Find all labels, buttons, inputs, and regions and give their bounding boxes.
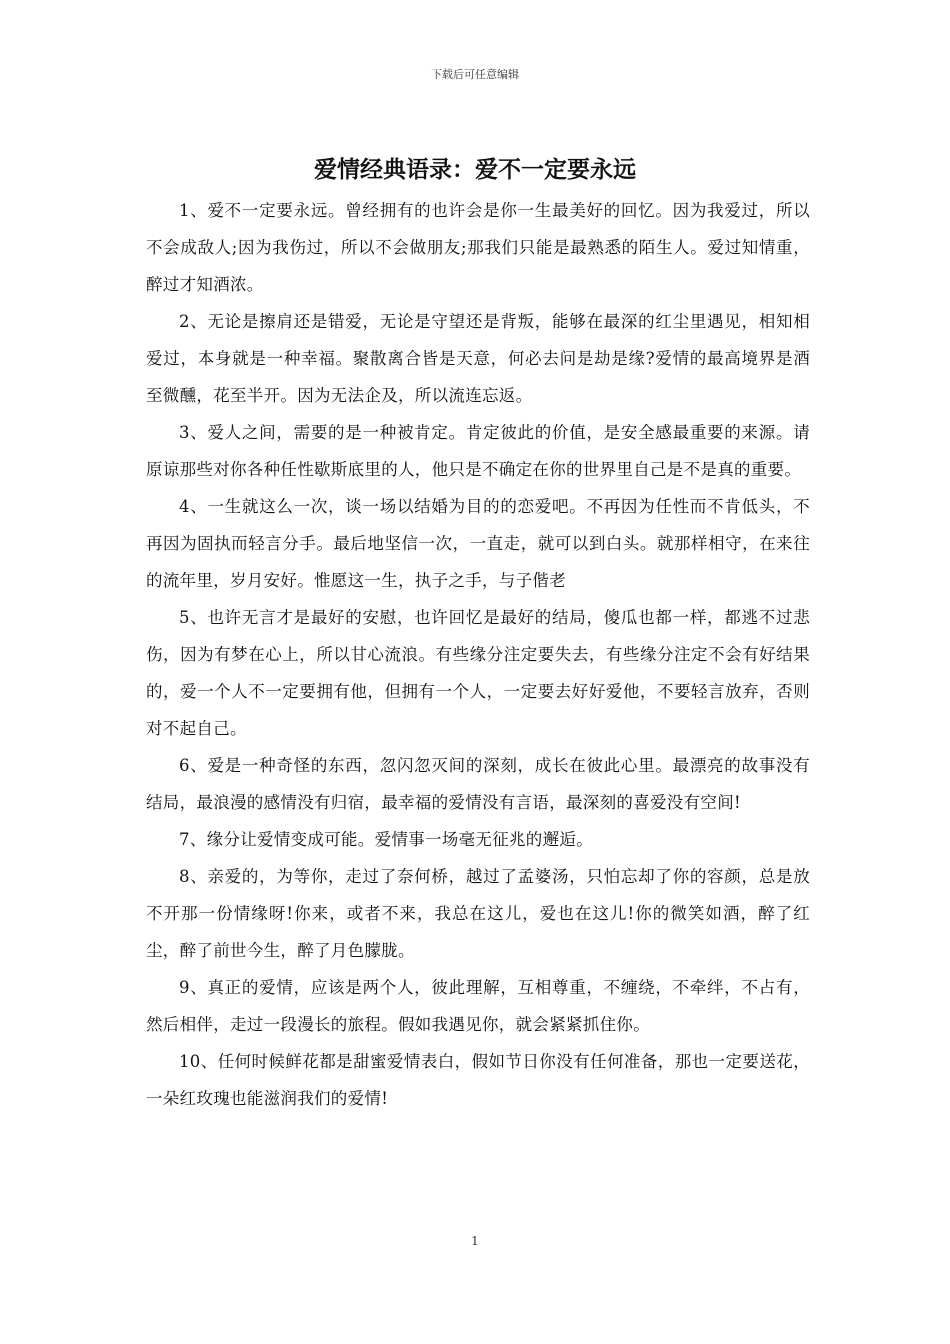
paragraph-8: 8、亲爱的，为等你，走过了奈何桥，越过了孟婆汤，只怕忘却了你的容颜，总是放不开那一份情缘呀!你来，或者不来，我总在这儿，爱也在这儿!你的微笑如酒，醉了红尘，醉了前世今生，醉了月色朦胧。 [146,867,810,960]
paragraph-4: 4、一生就这么一次，谈一场以结婚为目的的恋爱吧。不再因为任性而不肯低头，不再因为固执而轻言分手。最后地坚信一次，一直走，就可以到白头。就那样相守，在来往的流年里，岁月安好。惟愿这一生，执子之手，与子偕老 [146,497,810,590]
document-body [146,192,810,1117]
header-note: 下载后可任意编辑 [431,68,519,81]
document-title: 爱情经典语录：爱不一定要永远 [314,156,636,183]
paragraph-10: 10、任何时候鲜花都是甜蜜爱情表白，假如节日你没有任何准备，那也一定要送花，一朵红玫瑰也能滋润我们的爱情! [146,1052,810,1108]
paragraph-3: 3、爱人之间，需要的是一种被肯定。肯定彼此的价值，是安全感最重要的来源。请原谅那些对你各种任性歇斯底里的人，他只是不确定在你的世界里自己是不是真的重要。 [146,423,810,479]
paragraph-2: 2、无论是擦肩还是错爱，无论是守望还是背叛，能够在最深的红尘里遇见，相知相爱过，本身就是一种幸福。聚散离合皆是天意，何必去问是劫是缘?爱情的最高境界是酒至微醺，花至半开。因为无法企及，所以流连忘返。 [146,312,810,405]
paragraph-7: 7、缘分让爱情变成可能。爱情事一场毫无征兆的邂逅。 [179,830,593,849]
paragraph-1: 1、爱不一定要永远。曾经拥有的也许会是你一生最美好的回忆。因为我爱过，所以不会成敌人;因为我伤过，所以不会做朋友;那我们只能是最熟悉的陌生人。爱过知情重，醉过才知酒浓。 [146,201,810,294]
paragraph-5: 5、也许无言才是最好的安慰，也许回忆是最好的结局，傻瓜也都一样，都逃不过悲伤，因为有梦在心上，所以甘心流浪。有些缘分注定要失去，有些缘分注定不会有好结果的，爱一个人不一定要拥有他，但拥有一个人，一定要去好好爱他，不要轻言放弃，否则对不起自己。 [146,608,810,738]
page-number: 1 [471,1234,479,1248]
paragraph-9: 9、真正的爱情，应该是两个人，彼此理解，互相尊重，不缠绕，不牵绊，不占有，然后相伴，走过一段漫长的旅程。假如我遇见你，就会紧紧抓住你。 [146,978,810,1034]
paragraph-6: 6、爱是一种奇怪的东西，忽闪忽灭间的深刻，成长在彼此心里。最漂亮的故事没有结局，最浪漫的感情没有归宿，最幸福的爱情没有言语，最深刻的喜爱没有空间! [146,756,810,812]
